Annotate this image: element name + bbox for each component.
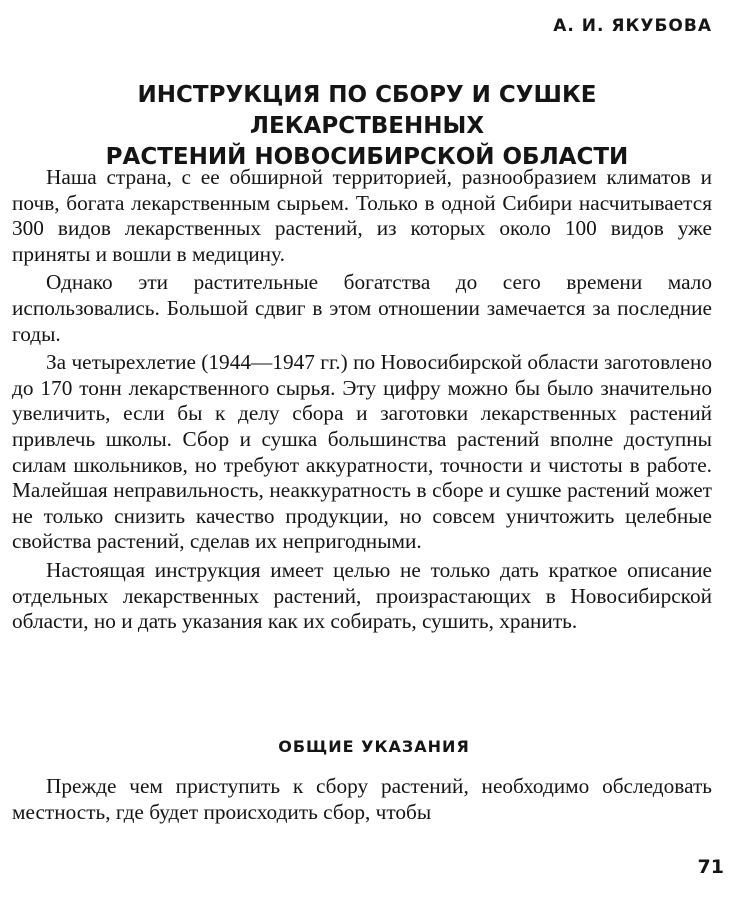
paragraph-1: Наша страна, с ее обширной территорией, разнообразием климатов и почв, богата лекарственным сырьем. Только в одной Сибири насчитывается 300 видов лекарственных растений, из которых около 100 видов уже приняты и вошли в медицину. [12, 165, 712, 266]
section-body [12, 773, 712, 825]
article-title-line-1: ИНСТРУКЦИЯ ПО СБОРУ И СУШКЕ ЛЕКАРСТВЕННЫХ [137, 82, 597, 139]
paragraph-3: За четырехлетие (1944—1947 гг.) по Новосибирской области заготовлено до 170 тонн лекарственного сырья. Эту цифру можно бы было значительно увеличить, если бы к делу сбора и заготовки лекарственных растений привлечь школы. Сбор и сушка большинства растений вполне доступны силам школьников, но требуют аккуратности, точности и чистоты в работе. Малейшая неправильность, неаккуратность в сборе и сушке растений может не только снизить качество продукции, но совсем уничтожить целебные свойства растений, сделав их непригодными. [12, 350, 712, 554]
article-body [12, 165, 712, 638]
paragraph-4: Настоящая инструкция имеет целью не только дать краткое описание отдельных лекарственных растений, произрастающих в Новосибирской области, но и дать указания как их собирать, сушить, хранить. [12, 557, 712, 634]
section-heading: ОБЩИЕ УКАЗАНИЯ [278, 737, 470, 756]
article-title [18, 80, 716, 173]
running-header-author: А. И. ЯКУБОВА [553, 16, 712, 36]
page-number: 71 [697, 856, 724, 878]
article-title-line-2: РАСТЕНИЙ НОВОСИБИРСКОЙ ОБЛАСТИ [105, 144, 629, 170]
section-paragraph-1: Прежде чем приступить к сбору растений, необходимо обследовать местность, где будет происходить сбор, чтобы [12, 774, 712, 824]
paragraph-2: Однако эти растительные богатства до сего времени мало использовались. Большой сдвиг в этом отношении замечается за последние годы. [12, 270, 712, 346]
